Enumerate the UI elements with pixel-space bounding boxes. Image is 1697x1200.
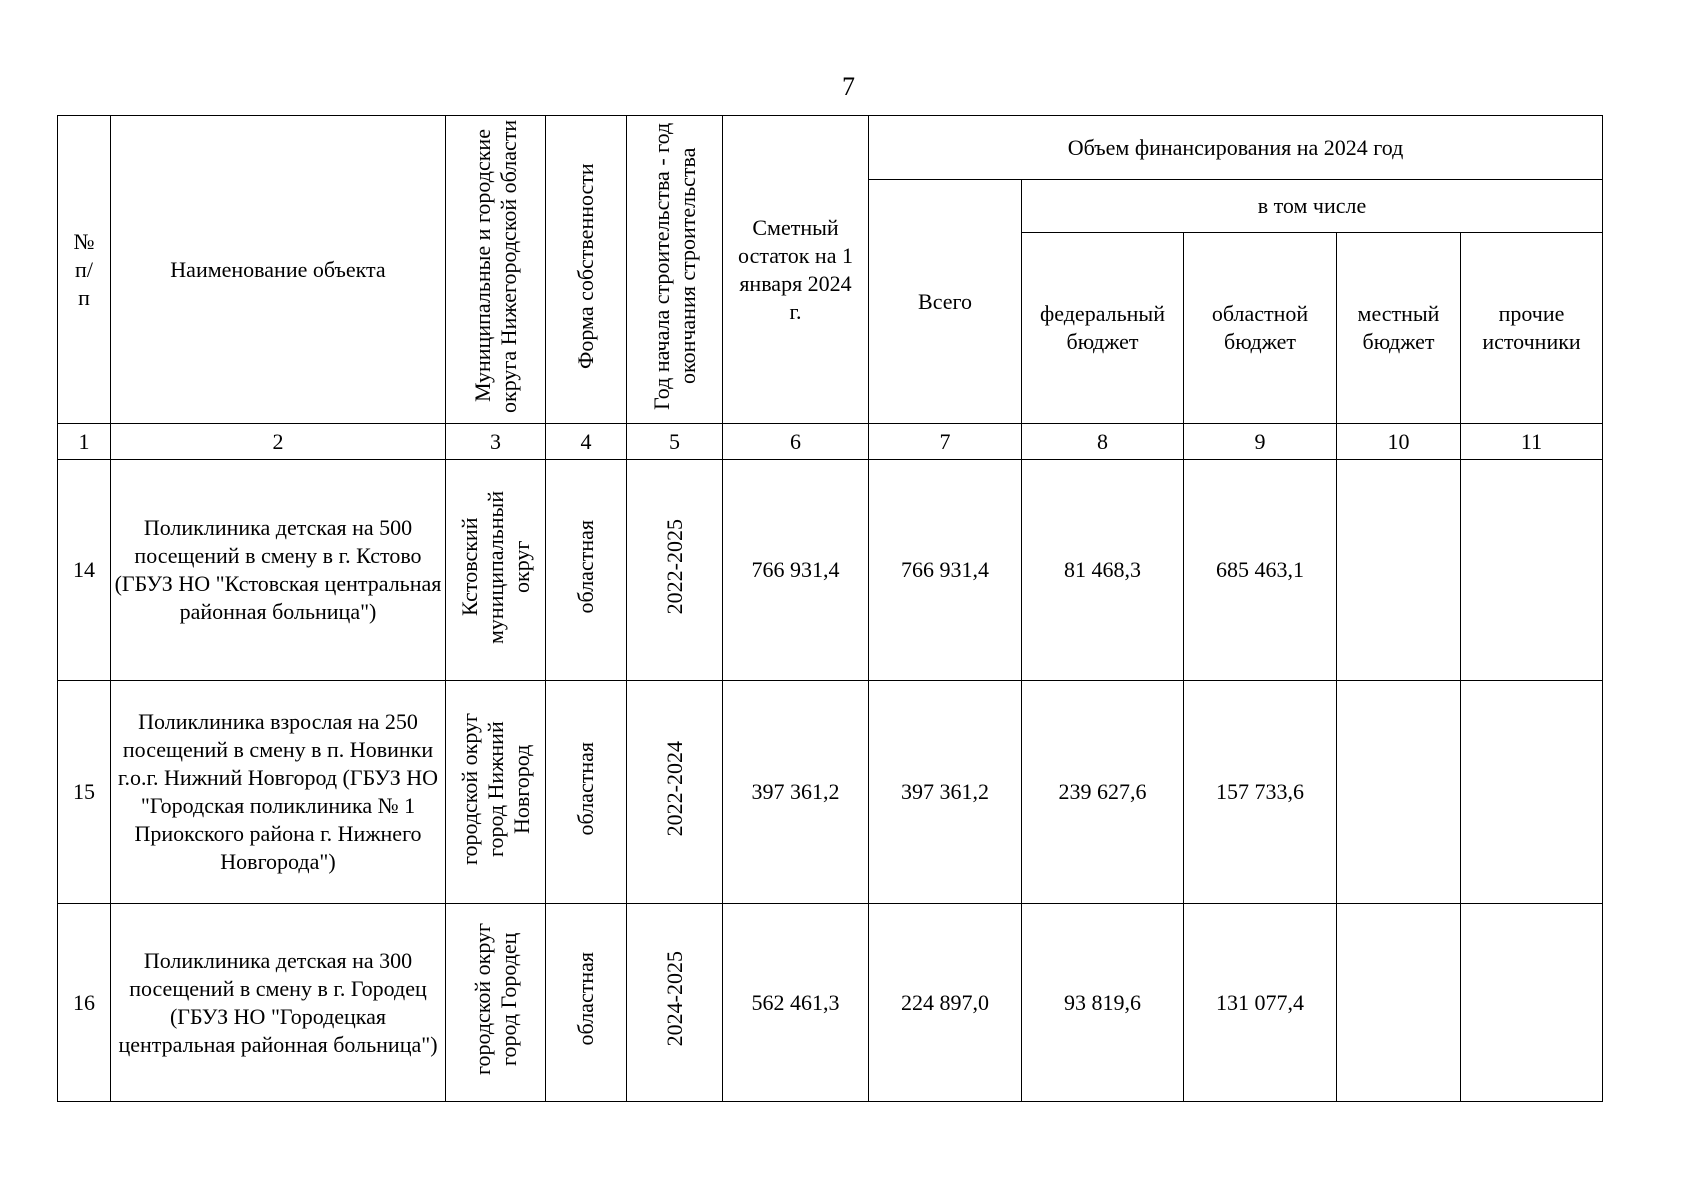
row-years-cell — [627, 681, 723, 904]
column-number-row — [58, 424, 1603, 460]
column-number: 10 — [1337, 424, 1461, 460]
row-federal: 239 627,6 — [1022, 681, 1184, 904]
header-num: № п/ п — [73, 228, 95, 310]
row-num: 14 — [58, 460, 111, 681]
header-name-cell — [111, 116, 446, 424]
row-balance: 397 361,2 — [723, 681, 869, 904]
header-num-cell — [58, 116, 111, 424]
row-ownership: областная — [573, 741, 598, 836]
row-ownership: областная — [573, 952, 598, 1046]
header-including: в том числе — [1257, 193, 1367, 218]
column-number: 3 — [446, 424, 546, 460]
header-other: прочие источники — [1482, 301, 1581, 354]
row-num: 16 — [58, 904, 111, 1102]
header-ownership: Форма собственности — [573, 163, 598, 369]
header-other-cell — [1461, 233, 1603, 424]
row-years: 2024-2025 — [661, 951, 687, 1047]
table-row — [58, 681, 1603, 904]
row-num: 15 — [58, 681, 111, 904]
header-regional: областной бюджет — [1211, 301, 1309, 354]
row-years-cell — [627, 460, 723, 681]
page-number: 7 — [842, 72, 855, 101]
column-number: 1 — [58, 424, 111, 460]
header-district-cell — [446, 116, 546, 424]
row-other — [1461, 904, 1603, 1102]
row-district-cell — [446, 904, 546, 1102]
header-federal: федеральный бюджет — [1040, 301, 1165, 354]
header-row-1 — [58, 116, 1603, 180]
financing-table — [57, 115, 1603, 1102]
header-total-cell — [869, 180, 1022, 424]
row-object-name: Поликлиника детская на 300 посещений в смену в г. Городец (ГБУЗ НО "Городецкая центральная районная больница") — [111, 904, 446, 1102]
column-number: 2 — [111, 424, 446, 460]
row-local — [1337, 681, 1461, 904]
row-federal: 93 819,6 — [1022, 904, 1184, 1102]
header-including-cell — [1022, 180, 1603, 233]
row-total: 224 897,0 — [869, 904, 1022, 1102]
table-row — [58, 904, 1603, 1102]
row-district-cell — [446, 460, 546, 681]
row-other — [1461, 681, 1603, 904]
row-total: 397 361,2 — [869, 681, 1022, 904]
row-years-cell — [627, 904, 723, 1102]
header-name: Наименование объекта — [170, 256, 386, 282]
row-district-cell — [446, 681, 546, 904]
row-balance: 562 461,3 — [723, 904, 869, 1102]
row-local — [1337, 460, 1461, 681]
header-balance-cell — [723, 116, 869, 424]
header-regional-cell — [1184, 233, 1337, 424]
row-object-name: Поликлиника детская на 500 посещений в смену в г. Кстово (ГБУЗ НО "Кстовская центральная районная больница") — [111, 460, 446, 681]
header-federal-cell — [1022, 233, 1184, 424]
column-number: 5 — [627, 424, 723, 460]
row-regional: 157 733,6 — [1184, 681, 1337, 904]
row-other — [1461, 460, 1603, 681]
table-row — [58, 460, 1603, 681]
column-number: 9 — [1184, 424, 1337, 460]
header-financing-cell — [869, 116, 1603, 180]
header-years: Год начала строительства - год окончания строительства — [648, 122, 700, 410]
row-district: городской округ город Нижний Новгород — [456, 712, 534, 865]
header-years-cell — [627, 116, 723, 424]
row-regional: 685 463,1 — [1184, 460, 1337, 681]
row-ownership-cell — [546, 460, 627, 681]
column-number: 7 — [869, 424, 1022, 460]
header-balance: Сметный остаток на 1 января 2024 г. — [738, 214, 853, 324]
row-ownership-cell — [546, 904, 627, 1102]
row-ownership: областная — [573, 519, 598, 614]
row-years: 2022-2025 — [661, 518, 687, 615]
header-local: местный бюджет — [1357, 301, 1440, 354]
row-local — [1337, 904, 1461, 1102]
row-object-name: Поликлиника взрослая на 250 посещений в смену в п. Новинки г.о.г. Нижний Новгород (ГБУЗ НО "Городская поликлиника № 1 Приокского района г. Нижнего Новгорода") — [111, 681, 446, 904]
header-ownership-cell — [546, 116, 627, 424]
column-number: 8 — [1022, 424, 1184, 460]
row-total: 766 931,4 — [869, 460, 1022, 681]
row-federal: 81 468,3 — [1022, 460, 1184, 681]
column-number: 6 — [723, 424, 869, 460]
header-total: Всего — [918, 288, 972, 314]
row-ownership-cell — [546, 681, 627, 904]
header-local-cell — [1337, 233, 1461, 424]
header-district: Муниципальные и городские округа Нижегородской области — [469, 119, 521, 413]
row-balance: 766 931,4 — [723, 460, 869, 681]
column-number: 11 — [1461, 424, 1603, 460]
row-district: городской округ город Городец — [469, 922, 521, 1076]
column-number: 4 — [546, 424, 627, 460]
row-years: 2022-2024 — [661, 740, 687, 837]
row-district: Кстовский муниципальный округ — [456, 489, 534, 644]
header-financing: Объем финансирования на 2024 год — [1067, 134, 1404, 160]
row-regional: 131 077,4 — [1184, 904, 1337, 1102]
